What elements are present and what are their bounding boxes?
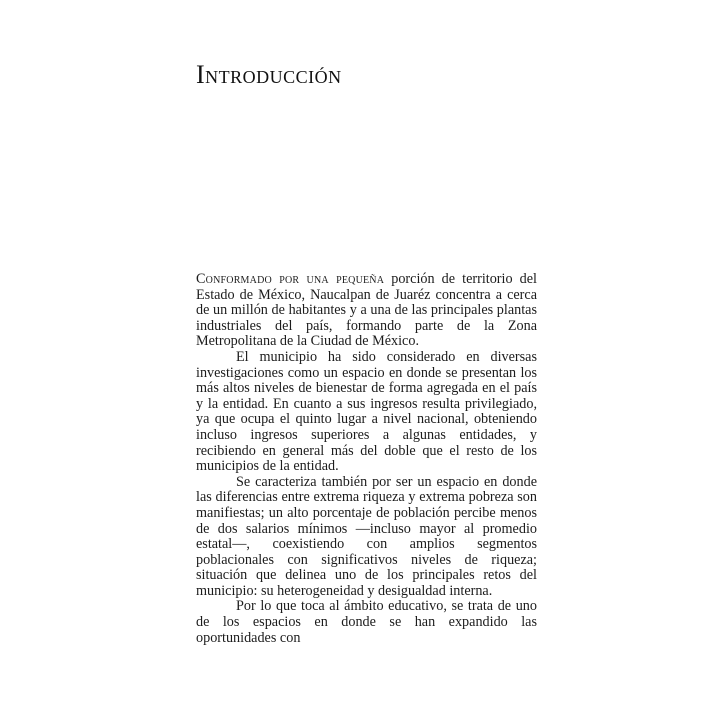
paragraph-3: Se caracteriza también por ser un espacio en donde las diferencias entre extrema riqueza y extrema pobreza son manifiestas; un alto porcentaje de población percibe menos de dos salarios mínimos —incluso mayor al promedio estatal—, coexistiendo con amplios segmentos poblacionales con significativos niveles de riqueza; situación que delinea uno de los principales retos del municipio: su heterogeneidad y desigualdad interna. [196,473,537,599]
paragraph-1-text: porción de territorio del Estado de México, Naucalpan de Juaréz concentra a cerca de un millón de habitantes y a una de las principales plantas industriales del país, formando parte de la Zona Metropolitana de la Ciudad de México. [196,271,537,350]
paragraph-1 [196,272,537,350]
body-text [196,272,537,646]
paragraph-2: El municipio ha sido considerado en diversas investigaciones como un espacio en donde se presentan los más altos niveles de bienestar de forma agregada en el país y la entidad. En cuanto a sus ingresos resulta privilegiado, ya que ocupa el quinto lugar a nivel nacional, obteniendo incluso ingresos superiores a algunas entidades, y recibiendo en general más del doble que el resto de los municipios de la entidad. [196,348,537,475]
chapter-title: Introducción [196,60,342,89]
paragraph-4: Por lo que toca al ámbito educativo, se trata de uno de los espacios en donde se han expandido las oportunidades con [196,598,537,646]
paragraph-lead-in: Conformado por una pequeña [196,271,385,287]
